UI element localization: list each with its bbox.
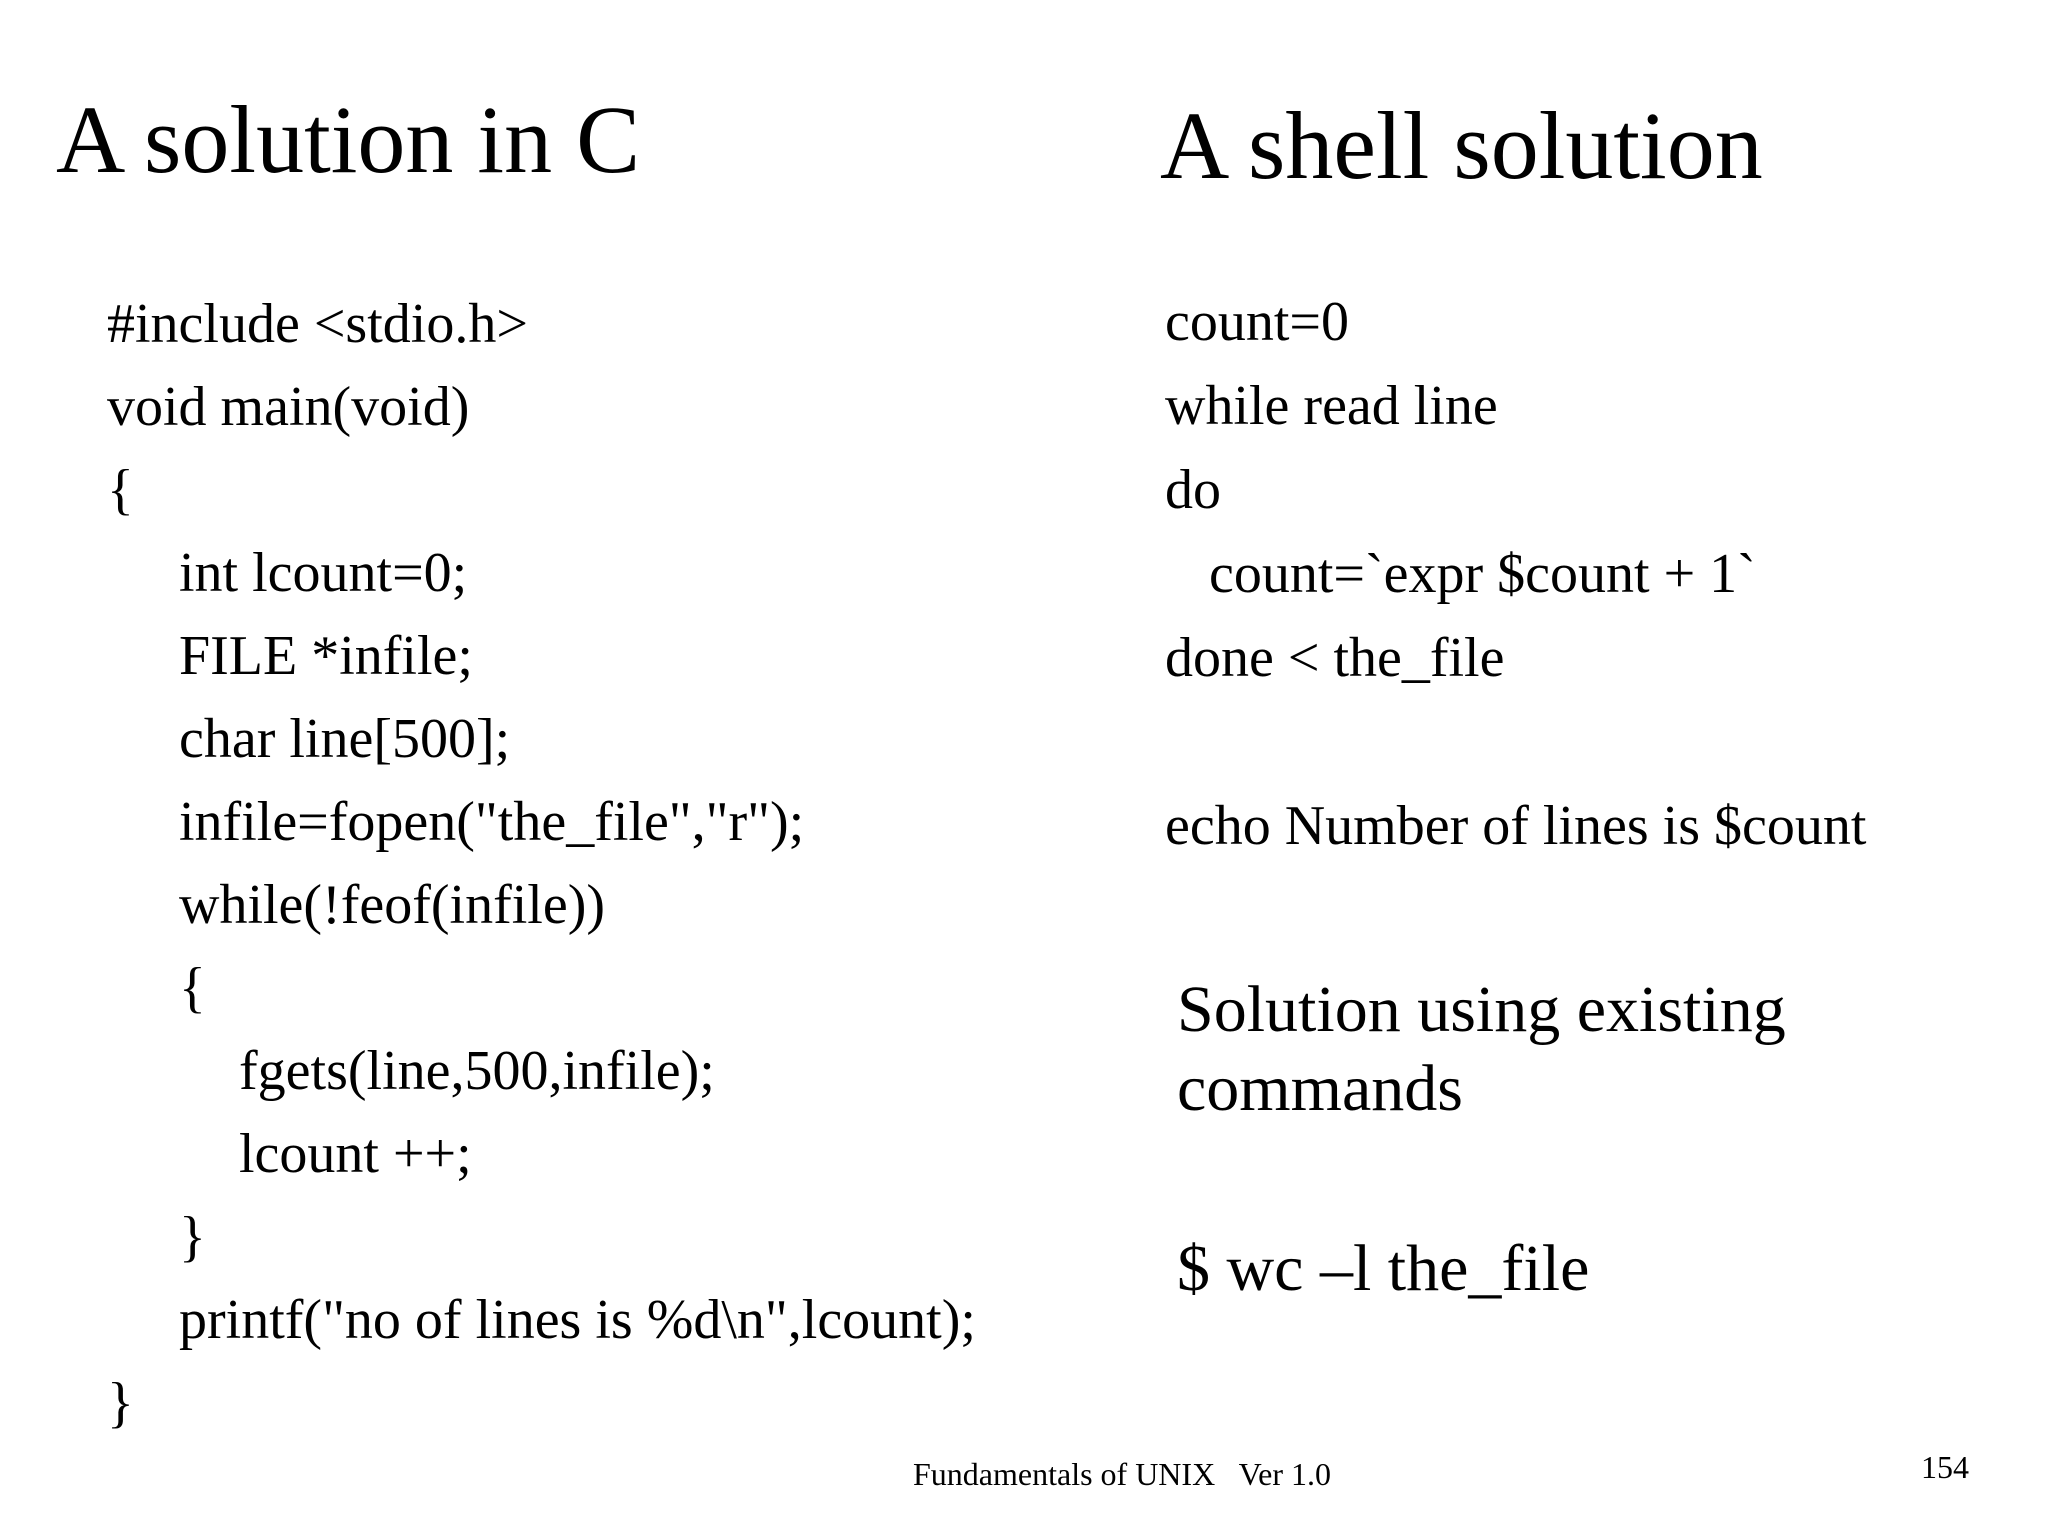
c-code-line-7: infile=fopen("the_file","r"); bbox=[179, 791, 805, 853]
existing-commands-heading: Solution using existing commands bbox=[1177, 973, 1786, 1126]
page-number: 154 bbox=[1921, 1449, 1969, 1485]
c-code-line-5: FILE *infile; bbox=[179, 625, 473, 687]
shell-code-line-1: count=0 bbox=[1165, 291, 1349, 353]
c-code-line-4: int lcount=0; bbox=[179, 542, 468, 604]
c-code-line-1: #include <stdio.h> bbox=[107, 293, 528, 355]
shell-code-line-5: done < the_file bbox=[1165, 627, 1505, 689]
c-code-line-13: printf("no of lines is %d\n",lcount); bbox=[179, 1289, 976, 1351]
shell-solution-title: A shell solution bbox=[1160, 92, 1763, 199]
shell-code-line-7: echo Number of lines is $count bbox=[1165, 795, 1867, 857]
c-code-line-14: } bbox=[107, 1372, 134, 1434]
wc-command: $ wc –l the_file bbox=[1177, 1232, 1590, 1305]
c-code-line-9: { bbox=[179, 957, 206, 1019]
shell-code-line-2: while read line bbox=[1165, 375, 1498, 437]
shell-code-line-4: count=`expr $count + 1` bbox=[1209, 543, 1756, 605]
c-code-line-6: char line[500]; bbox=[179, 708, 511, 770]
c-code-line-8: while(!feof(infile)) bbox=[179, 874, 605, 936]
shell-code-line-3: do bbox=[1165, 459, 1221, 521]
c-code-line-12: } bbox=[179, 1206, 206, 1268]
c-code-line-2: void main(void) bbox=[107, 376, 470, 438]
c-solution-title: A solution in C bbox=[56, 86, 641, 193]
c-code-line-11: lcount ++; bbox=[239, 1123, 472, 1185]
c-code-line-10: fgets(line,500,infile); bbox=[239, 1040, 715, 1102]
footer-text: Fundamentals of UNIX Ver 1.0 bbox=[913, 1456, 1332, 1492]
c-code-line-3: { bbox=[107, 459, 134, 521]
